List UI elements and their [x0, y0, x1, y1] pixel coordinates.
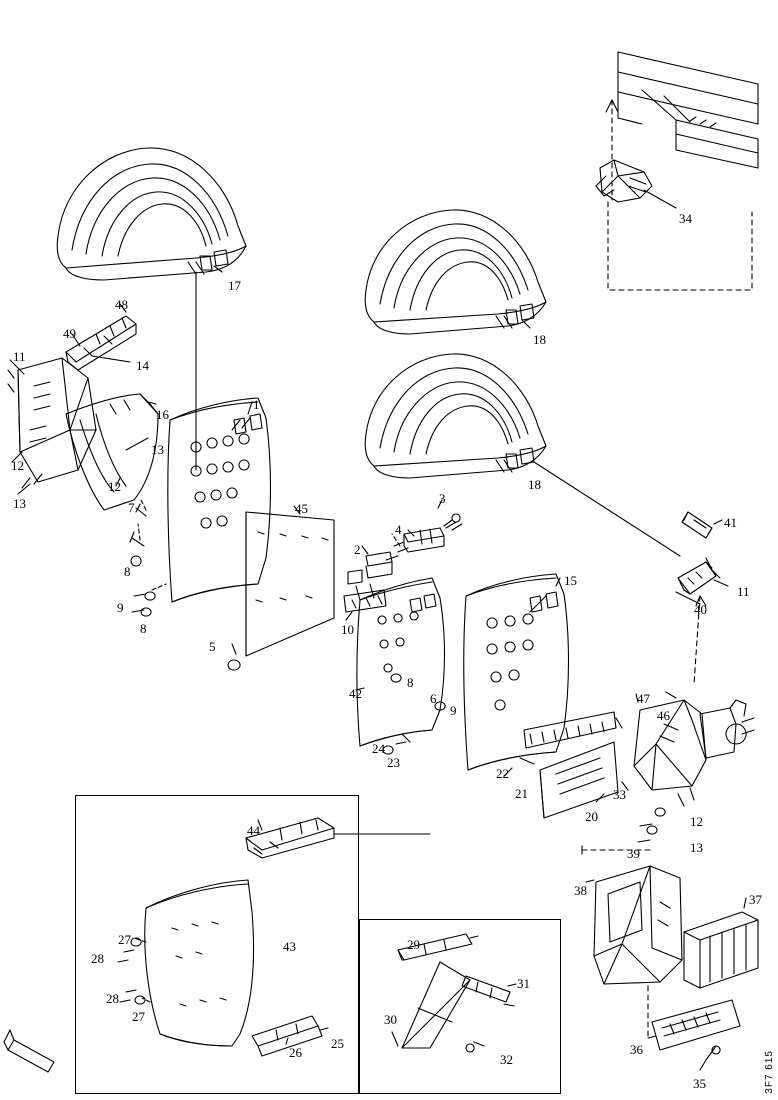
callout-30: 30 [384, 1012, 397, 1027]
callout-35: 35 [693, 1076, 706, 1091]
callout-43: 43 [283, 939, 296, 954]
callout-8: 8 [124, 564, 131, 579]
callout-12: 12 [11, 458, 24, 473]
callout-41: 41 [724, 515, 737, 530]
callout-46: 46 [657, 708, 670, 723]
hood-17 [57, 148, 246, 280]
callout-18: 18 [533, 332, 546, 347]
fender-6 [357, 578, 445, 746]
callout-33: 33 [613, 787, 626, 802]
callout-34: 34 [679, 211, 692, 226]
hardware-7-8-9 [130, 498, 166, 616]
fender-15 [464, 574, 569, 770]
callout-11: 11 [13, 349, 26, 364]
callout-4: 4 [395, 522, 402, 537]
callout-15: 15 [564, 573, 577, 588]
callout-49: 49 [63, 326, 76, 341]
callout-48: 48 [115, 297, 128, 312]
main-fender-1 [168, 398, 271, 602]
callout-3: 3 [439, 491, 446, 506]
callout-25: 25 [331, 1036, 344, 1051]
callout-17: 17 [228, 278, 241, 293]
direction-arrow [4, 1030, 54, 1072]
callout-26: 26 [289, 1045, 302, 1060]
callout-16: 16 [156, 407, 169, 422]
callout-38: 38 [574, 883, 587, 898]
hardware-center [344, 522, 462, 612]
callout-2: 2 [354, 542, 361, 557]
lamp-housing-46 [634, 700, 754, 790]
filter-37 [684, 912, 758, 988]
callout-28: 28 [106, 991, 119, 1006]
callout-31: 31 [517, 976, 530, 991]
callout-29: 29 [407, 937, 420, 952]
callout-10: 10 [341, 622, 354, 637]
bracket-inset [359, 919, 561, 1094]
callout-13: 13 [690, 840, 703, 855]
bracket-41 [682, 512, 712, 538]
emblem-36 [652, 1000, 740, 1050]
callout-23: 23 [387, 755, 400, 770]
callout-44: 44 [247, 823, 260, 838]
callout-12: 12 [690, 814, 703, 829]
beam-assembly-34 [596, 52, 758, 290]
callout-45: 45 [295, 501, 308, 516]
callout-39: 39 [627, 846, 640, 861]
plate-45 [246, 512, 334, 656]
callout-8: 8 [407, 675, 414, 690]
callout-9: 9 [117, 600, 124, 615]
callout-18: 18 [528, 477, 541, 492]
callout-6: 6 [430, 691, 437, 706]
callout-42: 42 [349, 686, 362, 701]
callout-47: 47 [637, 691, 650, 706]
callout-20: 20 [585, 809, 598, 824]
grille-33-strip [524, 712, 616, 748]
callout-27: 27 [132, 1009, 145, 1024]
callout-27: 27 [118, 932, 131, 947]
callout-7: 7 [128, 500, 135, 515]
callout-13: 13 [13, 496, 26, 511]
hood-18-b [365, 354, 546, 478]
sheet-code: 3F7 615 [764, 1050, 775, 1094]
callout-9: 9 [450, 703, 457, 718]
callout-22: 22 [496, 766, 509, 781]
callout-32: 32 [500, 1052, 513, 1067]
callout-5: 5 [209, 639, 216, 654]
callout-28: 28 [91, 951, 104, 966]
callout-21: 21 [515, 786, 528, 801]
callout-40: 40 [694, 602, 707, 617]
callout-36: 36 [630, 1042, 643, 1057]
hood-18-a [365, 210, 546, 334]
callout-14: 14 [136, 358, 149, 373]
grille-20 [540, 742, 618, 818]
callout-1: 1 [253, 397, 260, 412]
rail-48 [66, 316, 136, 370]
cowl-38 [594, 866, 682, 984]
callout-11: 11 [737, 584, 750, 599]
callout-12: 12 [108, 479, 121, 494]
callout-37: 37 [749, 892, 762, 907]
callout-13: 13 [151, 442, 164, 457]
callout-8: 8 [140, 621, 147, 636]
callout-24: 24 [372, 741, 385, 756]
